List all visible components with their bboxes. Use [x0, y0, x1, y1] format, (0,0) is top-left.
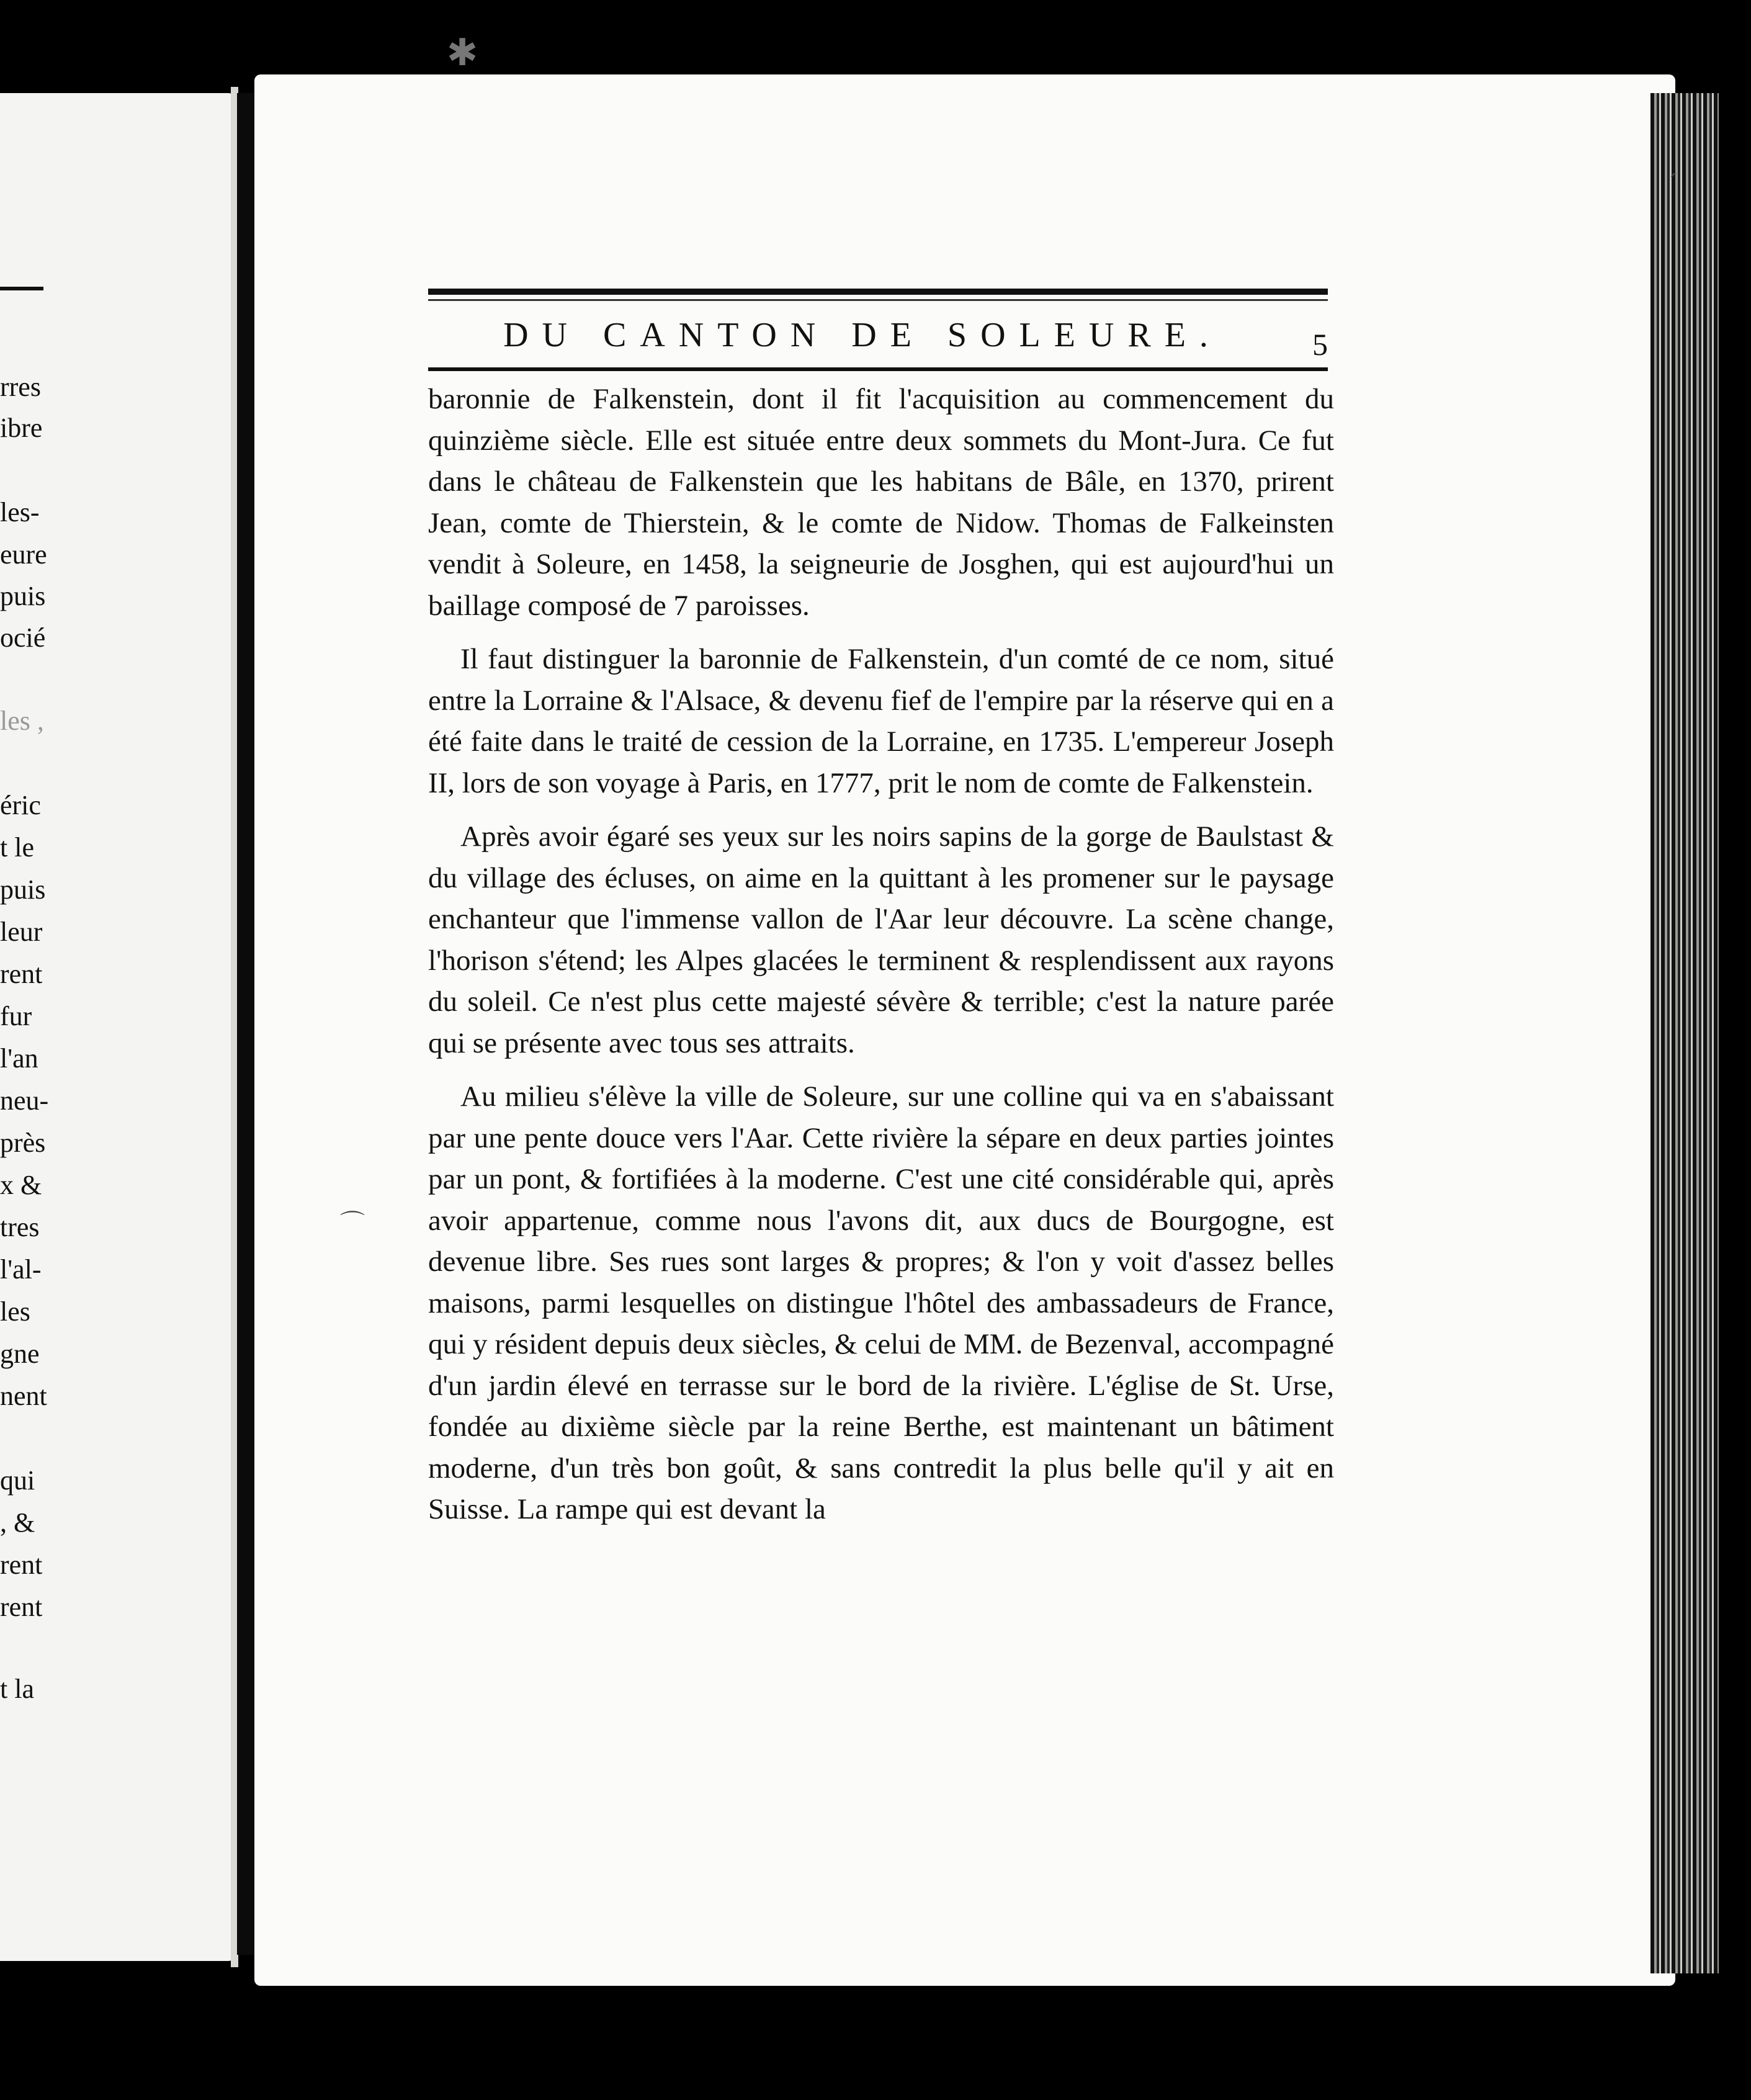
left-fragment: tres [0, 1212, 40, 1242]
left-fragment: l'an [0, 1043, 38, 1074]
margin-mark: ⌒ [340, 1209, 365, 1237]
paragraph: baronnie de Falkenstein, dont il fit l'acquisition au commencement du quinzième siècle. Elle est située entre deux sommets du Mont-Jura. Ce fut dans le château de Falkenstein que les habitans de Bâle, en 1370, prirent Jean, comte de Thierstein, & le comte de Nidow. Thomas de Falkeinsten vendit à Soleure, en 1458, la seigneurie de Josghen, qui est aujourd'hui un baillage composé de 7 paroisses. [428, 383, 1334, 622]
left-fragment: près [0, 1128, 46, 1158]
left-fragment: les , [0, 706, 44, 736]
left-fragment: rent [0, 1592, 43, 1622]
header-rule-top [428, 289, 1328, 295]
paragraph: Au milieu s'élève la ville de Soleure, sur une colline qui va en s'abaissant par une pente douce vers l'Aar. Cette rivière la sépare en deux parties jointes par un pont, & fortifiées à la moderne. C'est une cité considérable qui, après avoir appartenue, comme nous l'avons dit, aux ducs de Bourgogne, est devenue libre. Ses rues sont larges & propres; & l'on y voit d'assez belles maisons, parmi lesquelles on distingue l'hôtel des ambassadeurs de France, qui y résident depuis deux siècles, & celui de MM. de Bezenval, accompagné d'un jardin élevé en terrasse sur le bord de la rivière. L'église de St. Urse, fondée au dixième siècle par la reine Berthe, est maintenant un bâtiment moderne, d'un très bon goût, & sans contredit la plus belle qu'il y ait en Suisse. La rampe qui est devant la [428, 1080, 1334, 1525]
left-fragment: rres [0, 372, 41, 402]
left-fragment: puis [0, 874, 46, 905]
left-fragment: puis [0, 581, 46, 611]
running-title: DU CANTON DE SOLEURE. [503, 316, 1222, 354]
left-fragment: fur [0, 1001, 32, 1031]
left-fragment: l'al- [0, 1254, 42, 1285]
left-fragment: rent [0, 1550, 43, 1580]
left-fragment: t la [0, 1674, 34, 1704]
paragraph: Après avoir égaré ses yeux sur les noirs sapins de la gorge de Baulstast & du village des écluses, on aime en la quittant à les promener sur le paysage enchanteur que l'immense vallon de l'Aar leur découvre. La scène change, l'horison s'étend; les Alpes glacées le terminent & resplendissent aux rayons du soleil. Ce n'est plus cette majesté sévère & terrible; c'est la nature parée qui se présente avec tous ses attraits. [428, 820, 1334, 1059]
left-fragment: eure [0, 539, 47, 570]
body-text [428, 379, 1334, 1530]
left-rule [0, 287, 43, 290]
left-fragment: éric [0, 790, 41, 820]
left-fragment: nent [0, 1381, 47, 1411]
left-fragment: les- [0, 497, 40, 527]
left-fragment: ocié [0, 622, 46, 653]
margin-mark: ˊ [1669, 168, 1678, 196]
book-gutter [237, 93, 254, 1955]
left-fragment: ibre [0, 413, 43, 443]
left-fragment: rent [0, 959, 43, 989]
paragraph: Il faut distinguer la baronnie de Falkenstein, d'un comté de ce nom, situé entre la Lorraine & l'Alsace, & devenu fief de l'empire par la réserve qui en a été faite dans le traité de cession de la Lorraine, en 1735. L'empereur Joseph II, lors de son voyage à Paris, en 1777, prit le nom de comte de Falkenstein. [428, 643, 1334, 799]
left-fragment: leur [0, 917, 43, 947]
binding-speck: ✱ [447, 32, 478, 73]
header-rule-bottom [428, 367, 1328, 371]
left-fragment: t le [0, 832, 34, 863]
left-fragment: les [0, 1296, 30, 1327]
left-fragment: x & [0, 1170, 42, 1200]
page-edge-stack [1650, 93, 1719, 1973]
header-rule-top-thin [428, 299, 1328, 301]
page-number: 5 [1312, 327, 1328, 362]
left-fragment: neu- [0, 1085, 49, 1116]
left-fragment: , & [0, 1507, 35, 1538]
left-fragment: gne [0, 1339, 40, 1369]
left-fragment: qui [0, 1465, 35, 1496]
